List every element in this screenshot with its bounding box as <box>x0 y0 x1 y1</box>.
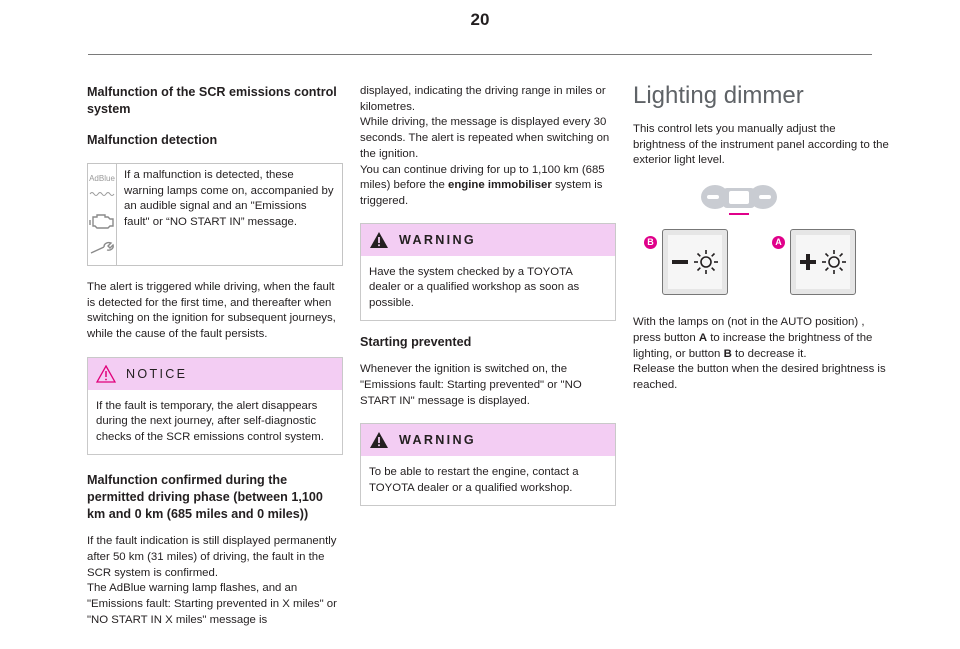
notice-triangle-icon <box>96 365 116 383</box>
heading-malfunction-confirmed: Malfunction confirmed during the permitted driving phase (between 1,100 km and 0 km (685 miles and 0 miles)) <box>87 473 323 522</box>
dimmer-illustration <box>633 183 889 303</box>
callout-a: A <box>772 236 785 249</box>
warning-lamps-table <box>87 163 343 266</box>
warning-lamps-description: If a malfunction is detected, these warning lamps come on, accompanied by an audible signal and an "Emissions fault" or “NO START IN” message. <box>124 169 334 228</box>
notice-body: If the fault is temporary, the alert disappears during the next journey, after self-diagnostic checks of the SCR emissions control system. <box>96 399 324 443</box>
alert-paragraph: The alert is triggered while driving, when the fault is detected for the first time, and thereafter when switching on the ignition for subsequent journeys, while the cause of the fault persists. <box>87 281 336 341</box>
warning-header-1 <box>361 224 615 256</box>
warning-lamps-icons <box>88 164 117 265</box>
heading-malfunction-detection: Malfunction detection <box>87 133 218 147</box>
engine-icon <box>88 211 116 231</box>
notice-title: NOTICE <box>126 366 188 381</box>
column-2 <box>360 84 616 506</box>
notice-header <box>88 358 342 390</box>
warning-title-2: WARNING <box>399 433 476 448</box>
dimmer-intro: This control lets you manually adjust the brightness of the instrument panel according to the exterior light level. <box>633 123 889 167</box>
column-3 <box>633 84 889 394</box>
warning-triangle-icon <box>369 431 389 449</box>
warning-title-1: WARNING <box>399 232 476 247</box>
wrench-icon <box>89 241 115 255</box>
callout-b: B <box>644 236 657 249</box>
section-title: Lighting dimmer <box>633 82 804 109</box>
heading-scr-malfunction: Malfunction of the SCR emissions control system <box>87 85 337 116</box>
release-instruction: Release the button when the desired brightness is reached. <box>633 363 886 391</box>
page-number: 20 <box>470 10 490 29</box>
adblue-icon: AdBlue <box>89 174 115 201</box>
confirmed-paragraph-1: If the fault indication is still displayed permanently after 50 km (31 miles) of driving, the fault in the SCR system is confirmed. <box>87 535 337 579</box>
heading-starting-prevented: Starting prevented <box>360 335 472 350</box>
plus-brightness-icon <box>796 235 850 289</box>
driving-range-paragraph: displayed, indicating the driving range in miles or kilometres. <box>360 85 606 113</box>
immobiliser-paragraph: You can continue driving for up to 1,100 km (685 miles) before the engine immobiliser system is triggered. <box>360 163 605 207</box>
warning-header-2 <box>361 424 615 456</box>
warning-body-1: Have the system checked by a TOYOTA dealer or a qualified workshop as soon as possible. <box>369 265 580 309</box>
instrument-panel-icon <box>699 183 779 219</box>
dimmer-instructions: With the lamps on (not in the AUTO position) , press button A to increase the brightness of the lighting, or button B to decrease it. <box>633 316 873 360</box>
warning-triangle-icon <box>369 231 389 249</box>
repeat-message-paragraph: While driving, the message is displayed every 30 seconds. The alert is repeated when switching on the ignition. <box>360 116 610 160</box>
minus-brightness-icon <box>668 235 722 289</box>
button-a-increase <box>790 229 856 295</box>
column-1 <box>87 84 343 629</box>
notice-box <box>87 357 343 456</box>
warning-body-2: To be able to restart the engine, contact a TOYOTA dealer or a qualified workshop. <box>369 466 579 494</box>
button-b-decrease <box>662 229 728 295</box>
confirmed-paragraph-2: The AdBlue warning lamp flashes, and an "Emissions fault: Starting prevented in X miles" or "NO START IN X miles" message is <box>87 582 337 626</box>
header-divider <box>88 54 872 55</box>
warning-box-1 <box>360 223 616 322</box>
engine-immobiliser-term: engine immobiliser <box>448 179 552 192</box>
starting-prevented-paragraph: Whenever the ignition is switched on, the "Emissions fault: Starting prevented" or "NO START IN" message is displayed. <box>360 363 582 407</box>
warning-box-2 <box>360 423 616 506</box>
